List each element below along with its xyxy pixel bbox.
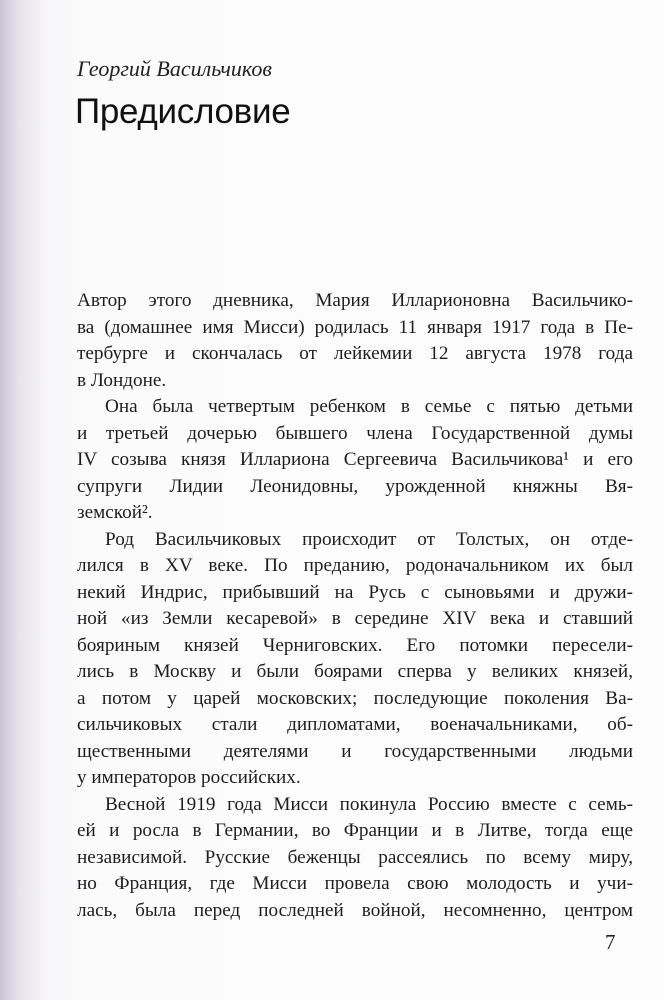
- text-line: лился в XV веке. По преданию, родоначальником их был: [77, 555, 633, 576]
- text-line: Она была четвертым ребенком в семье с пятью детьми: [105, 396, 633, 417]
- text-line: лась, была перед последней войной, несомненно, центром: [77, 899, 633, 921]
- text-line: а потом у царей московских; последующие поколения Ва-: [77, 687, 633, 709]
- text-line: но Франция, где Мисси провела свою молодость и учи-: [77, 873, 633, 894]
- text-line: щественными деятелями и государственными людьми: [77, 740, 633, 762]
- text-line: IV созыва князя Иллариона Сергеевича Васильчикова¹ и его: [77, 449, 633, 470]
- text-line: и третьей дочерью бывшего члена Государственной думы: [77, 422, 633, 444]
- text-line: сильчиковых стали дипломатами, военачальниками, об-: [77, 714, 633, 735]
- text-line: земской².: [77, 502, 153, 523]
- chapter-title: Предисловие: [75, 92, 291, 131]
- paragraph: [77, 792, 633, 925]
- text-line: тербурге и скончалась от лейкемии 12 августа 1978 года: [77, 343, 633, 364]
- text-line: Весной 1919 года Мисси покинула Россию вместе с семь-: [105, 793, 633, 815]
- text-line: в Лондоне.: [77, 369, 167, 391]
- text-line: независимой. Русские беженцы рассеялись по всему миру,: [77, 846, 633, 868]
- page-number: 7: [605, 930, 616, 954]
- text-line: у императоров российских.: [77, 767, 301, 788]
- paragraph: [77, 394, 633, 527]
- text-line: Автор этого дневника, Мария Илларионовна Васильчико-: [77, 290, 633, 311]
- body-text: [77, 288, 633, 924]
- paragraph: [77, 527, 633, 792]
- text-line: некий Индрис, прибывший на Русь с сыновьями и дружи-: [77, 581, 633, 603]
- text-line: ва (домашнее имя Мисси) родилась 11 января 1917 года в Пе-: [77, 316, 633, 338]
- paragraph: [77, 288, 633, 394]
- text-line: лись в Москву и были боярами сперва у великих князей,: [77, 661, 633, 682]
- text-line: супруги Лидии Леонидовны, урожденной княжны Вя-: [77, 475, 633, 497]
- author-name: Георгий Васильчиков: [77, 56, 272, 81]
- text-line: бояриным князей Черниговских. Его потомки пересели-: [77, 634, 633, 656]
- text-line: ей и росла в Германии, во Франции и в Литве, тогда еще: [77, 820, 633, 841]
- text-line: Род Васильчиковых происходит от Толстых, он отде-: [105, 528, 633, 550]
- text-line: ной «из Земли кесаревой» в середине XIV века и ставший: [77, 608, 633, 629]
